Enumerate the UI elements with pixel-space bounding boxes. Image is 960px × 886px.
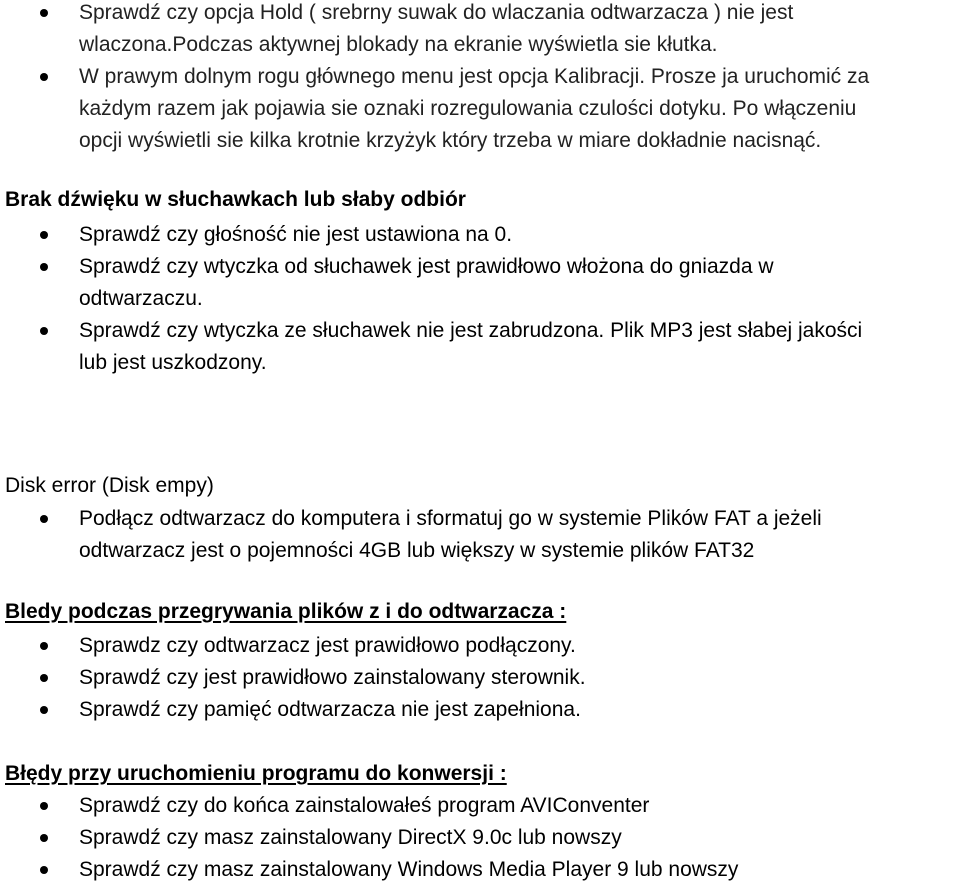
list-item-line: każdym razem jak pojawia sie oznaki rozregulowania czulości dotyku. Po włączeniu bbox=[79, 97, 857, 120]
list-item-line: Podłącz odtwarzacz do komputera i sformatuj go w systemie Plików FAT a jeżeli bbox=[79, 507, 822, 530]
section-disk-error bbox=[0, 503, 960, 567]
bullet-icon bbox=[40, 834, 48, 842]
bullet-icon bbox=[40, 9, 48, 17]
list-item-line: Sprawdź czy masz zainstalowany DirectX 9.0c lub nowszy bbox=[79, 826, 622, 849]
list-item bbox=[0, 790, 960, 822]
list-item-line: Sprawdź czy głośność nie jest ustawiona na 0. bbox=[79, 223, 513, 246]
list-item bbox=[0, 854, 960, 886]
bullet-list bbox=[0, 503, 960, 567]
section-intro bbox=[0, 0, 960, 157]
bullet-icon bbox=[40, 674, 48, 682]
bullet-icon bbox=[40, 263, 48, 271]
list-item bbox=[0, 0, 960, 61]
list-item bbox=[0, 315, 960, 379]
bullet-icon bbox=[40, 866, 48, 874]
list-item-line: Sprawdź czy masz zainstalowany Windows Media Player 9 lub nowszy bbox=[79, 858, 739, 881]
list-item bbox=[0, 503, 960, 567]
list-item-line: odtwarzacz jest o pojemności 4GB lub większy w systemie plików FAT32 bbox=[79, 539, 755, 562]
section-heading: Błędy przy uruchomieniu programu do konwersji : bbox=[5, 762, 507, 785]
list-item-line: lub jest uszkodzony. bbox=[79, 351, 267, 374]
list-item bbox=[0, 662, 960, 694]
section-heading: Disk error (Disk empy) bbox=[5, 474, 214, 497]
bullet-icon bbox=[40, 706, 48, 714]
bullet-list bbox=[0, 219, 960, 379]
list-item-line: Sprawdź czy opcja Hold ( srebrny suwak do wlaczania odtwarzacza ) nie jest bbox=[79, 1, 794, 24]
bullet-icon bbox=[40, 642, 48, 650]
list-item bbox=[0, 251, 960, 315]
list-item-line: wlaczona.Podczas aktywnej blokady na ekranie wyświetla sie kłutka. bbox=[79, 33, 718, 56]
list-item-line: W prawym dolnym rogu głównego menu jest opcja Kalibracji. Prosze ja uruchomić za bbox=[79, 65, 870, 88]
bullet-list bbox=[0, 790, 960, 886]
list-item bbox=[0, 61, 960, 157]
list-item-line: Sprawdź czy jest prawidłowo zainstalowany sterownik. bbox=[79, 666, 586, 689]
list-item-line: opcji wyświetli sie kilka krotnie krzyżyk który trzeba w miare dokładnie nacisnąć. bbox=[79, 129, 822, 152]
section-heading: Bledy podczas przegrywania plików z i do odtwarzacza : bbox=[5, 600, 567, 623]
list-item bbox=[0, 822, 960, 854]
list-item-line: Sprawdź czy wtyczka od słuchawek jest prawidłowo włożona do gniazda w bbox=[79, 255, 774, 278]
bullet-icon bbox=[40, 515, 48, 523]
list-item-line: Sprawdź czy wtyczka ze słuchawek nie jest zabrudzona. Plik MP3 jest słabej jakości bbox=[79, 319, 863, 342]
list-item-line: odtwarzaczu. bbox=[79, 287, 203, 310]
bullet-icon bbox=[40, 327, 48, 335]
section-transfer-errors bbox=[0, 630, 960, 726]
list-item bbox=[0, 219, 960, 251]
list-item bbox=[0, 694, 960, 726]
list-item-line: Sprawdź czy pamięć odtwarzacza nie jest zapełniona. bbox=[79, 698, 581, 721]
bullet-icon bbox=[40, 231, 48, 239]
bullet-list bbox=[0, 630, 960, 726]
list-item bbox=[0, 630, 960, 662]
section-no-sound bbox=[0, 219, 960, 379]
section-heading: Brak dźwięku w słuchawkach lub słaby odbiór bbox=[5, 188, 466, 211]
bullet-icon bbox=[40, 802, 48, 810]
list-item-line: Sprawdz czy odtwarzacz jest prawidłowo podłączony. bbox=[79, 634, 576, 657]
bullet-list bbox=[0, 0, 960, 157]
section-converter-errors bbox=[0, 790, 960, 886]
list-item-line: Sprawdź czy do końca zainstalowałeś program AVIConventer bbox=[79, 794, 650, 817]
bullet-icon bbox=[40, 73, 48, 81]
